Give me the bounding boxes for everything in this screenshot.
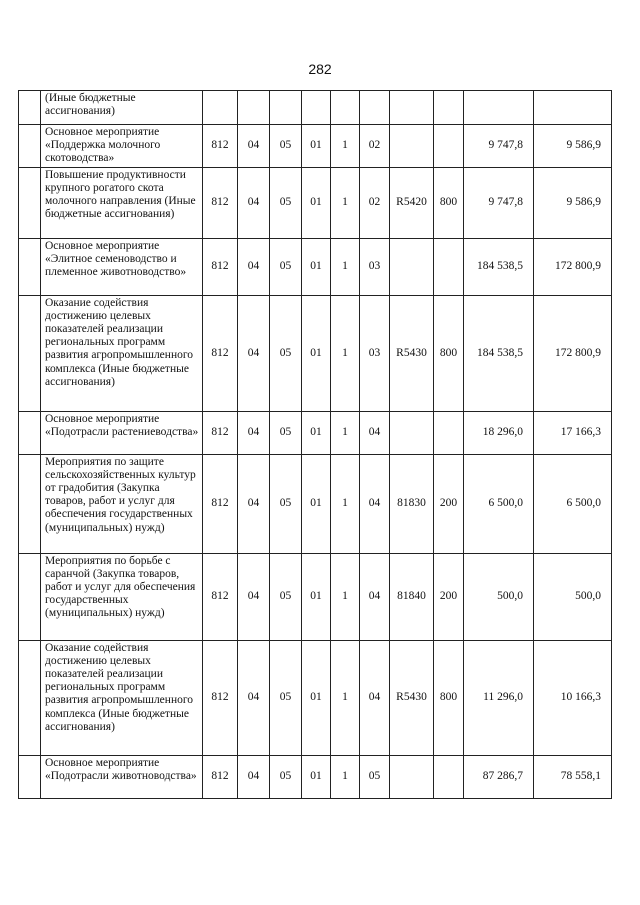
row-marker-cell [19,125,41,168]
item-name-cell: Оказание содействия достижению целевых показателей реализации региональных программ развития агропромышленного комплекса (Иные бюджетные ассигнования) [41,295,203,411]
subprogram-code-cell: 1 [331,411,360,454]
expense-type-cell: 800 [434,640,464,755]
program-code-cell: 01 [302,125,331,168]
row-marker-cell [19,167,41,238]
row-marker-cell [19,411,41,454]
activity-code-cell: 04 [360,553,390,640]
amount-actual-cell: 10 166,3 [534,640,612,755]
row-marker-cell [19,553,41,640]
section-code-cell: 04 [238,553,270,640]
ministry-code-cell: 812 [203,167,238,238]
program-code-cell: 01 [302,295,331,411]
section-code-cell: 04 [238,454,270,553]
amount-plan-cell: 6 500,0 [464,454,534,553]
expense-type-cell [434,91,464,125]
activity-code-cell: 03 [360,238,390,295]
item-name-cell: Основное мероприятие «Поддержка молочного скотоводства» [41,125,203,168]
activity-code-cell: 03 [360,295,390,411]
ministry-code-cell: 812 [203,553,238,640]
item-name-cell: Основное мероприятие «Подотрасли растениеводства» [41,411,203,454]
subsection-code-cell: 05 [270,411,302,454]
table-row [19,411,612,454]
subsection-code-cell: 05 [270,454,302,553]
table-row [19,553,612,640]
table-row [19,640,612,755]
section-code-cell: 04 [238,755,270,798]
row-marker-cell [19,91,41,125]
expense-type-cell: 800 [434,295,464,411]
direction-code-cell [390,125,434,168]
subprogram-code-cell: 1 [331,755,360,798]
amount-actual-cell: 172 800,9 [534,238,612,295]
direction-code-cell: 81840 [390,553,434,640]
ministry-code-cell: 812 [203,125,238,168]
table-row [19,295,612,411]
ministry-code-cell: 812 [203,640,238,755]
program-code-cell: 01 [302,238,331,295]
amount-actual-cell: 500,0 [534,553,612,640]
section-code-cell: 04 [238,640,270,755]
subprogram-code-cell: 1 [331,454,360,553]
activity-code-cell: 04 [360,454,390,553]
item-name-cell: Мероприятия по борьбе с саранчой (Закупка товаров, работ и услуг для обеспечения государственных (муниципальных) нужд) [41,553,203,640]
subsection-code-cell: 05 [270,295,302,411]
subprogram-code-cell: 1 [331,640,360,755]
ministry-code-cell [203,91,238,125]
section-code-cell: 04 [238,125,270,168]
expense-type-cell [434,238,464,295]
table-row [19,755,612,798]
table-row [19,125,612,168]
program-code-cell [302,91,331,125]
amount-plan-cell: 184 538,5 [464,238,534,295]
table-row [19,167,612,238]
row-marker-cell [19,755,41,798]
item-name-cell: Повышение продуктивности крупного рогатого скота молочного направления (Иные бюджетные ассигнования) [41,167,203,238]
subprogram-code-cell: 1 [331,238,360,295]
amount-plan-cell: 184 538,5 [464,295,534,411]
table-row [19,91,612,125]
program-code-cell: 01 [302,755,331,798]
activity-code-cell: 04 [360,640,390,755]
activity-code-cell: 02 [360,125,390,168]
subsection-code-cell [270,91,302,125]
subprogram-code-cell: 1 [331,167,360,238]
subsection-code-cell: 05 [270,640,302,755]
direction-code-cell: R5430 [390,640,434,755]
ministry-code-cell: 812 [203,454,238,553]
amount-plan-cell [464,91,534,125]
amount-actual-cell: 172 800,9 [534,295,612,411]
program-code-cell: 01 [302,454,331,553]
amount-plan-cell: 9 747,8 [464,125,534,168]
amount-actual-cell: 17 166,3 [534,411,612,454]
item-name-cell: Основное мероприятие «Подотрасли животноводства» [41,755,203,798]
table-body [19,91,612,799]
row-marker-cell [19,640,41,755]
program-code-cell: 01 [302,553,331,640]
section-code-cell: 04 [238,295,270,411]
subsection-code-cell: 05 [270,238,302,295]
amount-actual-cell: 9 586,9 [534,167,612,238]
subsection-code-cell: 05 [270,553,302,640]
expense-type-cell: 200 [434,553,464,640]
program-code-cell: 01 [302,167,331,238]
item-name-cell: (Иные бюджетные ассигнования) [41,91,203,125]
amount-actual-cell: 6 500,0 [534,454,612,553]
subsection-code-cell: 05 [270,125,302,168]
ministry-code-cell: 812 [203,411,238,454]
item-name-cell: Основное мероприятие «Элитное семеноводство и племенное животноводство» [41,238,203,295]
amount-actual-cell: 78 558,1 [534,755,612,798]
program-code-cell: 01 [302,640,331,755]
item-name-cell: Оказание содействия достижению целевых показателей реализации региональных программ развития агропромышленного комплекса (Иные бюджетные ассигнования) [41,640,203,755]
expense-type-cell: 200 [434,454,464,553]
subsection-code-cell: 05 [270,755,302,798]
ministry-code-cell: 812 [203,238,238,295]
row-marker-cell [19,295,41,411]
direction-code-cell [390,238,434,295]
program-code-cell: 01 [302,411,331,454]
amount-plan-cell: 87 286,7 [464,755,534,798]
amount-plan-cell: 11 296,0 [464,640,534,755]
table-row [19,238,612,295]
subsection-code-cell: 05 [270,167,302,238]
direction-code-cell [390,411,434,454]
expense-type-cell [434,411,464,454]
expense-type-cell: 800 [434,167,464,238]
direction-code-cell: R5420 [390,167,434,238]
direction-code-cell [390,755,434,798]
amount-plan-cell: 9 747,8 [464,167,534,238]
amount-actual-cell: 9 586,9 [534,125,612,168]
section-code-cell: 04 [238,167,270,238]
page-number: 282 [308,61,332,77]
amount-actual-cell [534,91,612,125]
section-code-cell [238,91,270,125]
amount-plan-cell: 500,0 [464,553,534,640]
item-name-cell: Мероприятия по защите сельскохозяйственных культур от градобития (Закупка товаров, работ и услуг для обеспечения государственных (муниципальных) нужд) [41,454,203,553]
row-marker-cell [19,238,41,295]
direction-code-cell: R5430 [390,295,434,411]
section-code-cell: 04 [238,238,270,295]
section-code-cell: 04 [238,411,270,454]
expense-type-cell [434,125,464,168]
subprogram-code-cell [331,91,360,125]
activity-code-cell: 02 [360,167,390,238]
expense-type-cell [434,755,464,798]
activity-code-cell [360,91,390,125]
amount-plan-cell: 18 296,0 [464,411,534,454]
direction-code-cell: 81830 [390,454,434,553]
activity-code-cell: 05 [360,755,390,798]
subprogram-code-cell: 1 [331,295,360,411]
activity-code-cell: 04 [360,411,390,454]
ministry-code-cell: 812 [203,755,238,798]
direction-code-cell [390,91,434,125]
row-marker-cell [19,454,41,553]
ministry-code-cell: 812 [203,295,238,411]
budget-table [18,90,612,799]
subprogram-code-cell: 1 [331,125,360,168]
table-row [19,454,612,553]
subprogram-code-cell: 1 [331,553,360,640]
